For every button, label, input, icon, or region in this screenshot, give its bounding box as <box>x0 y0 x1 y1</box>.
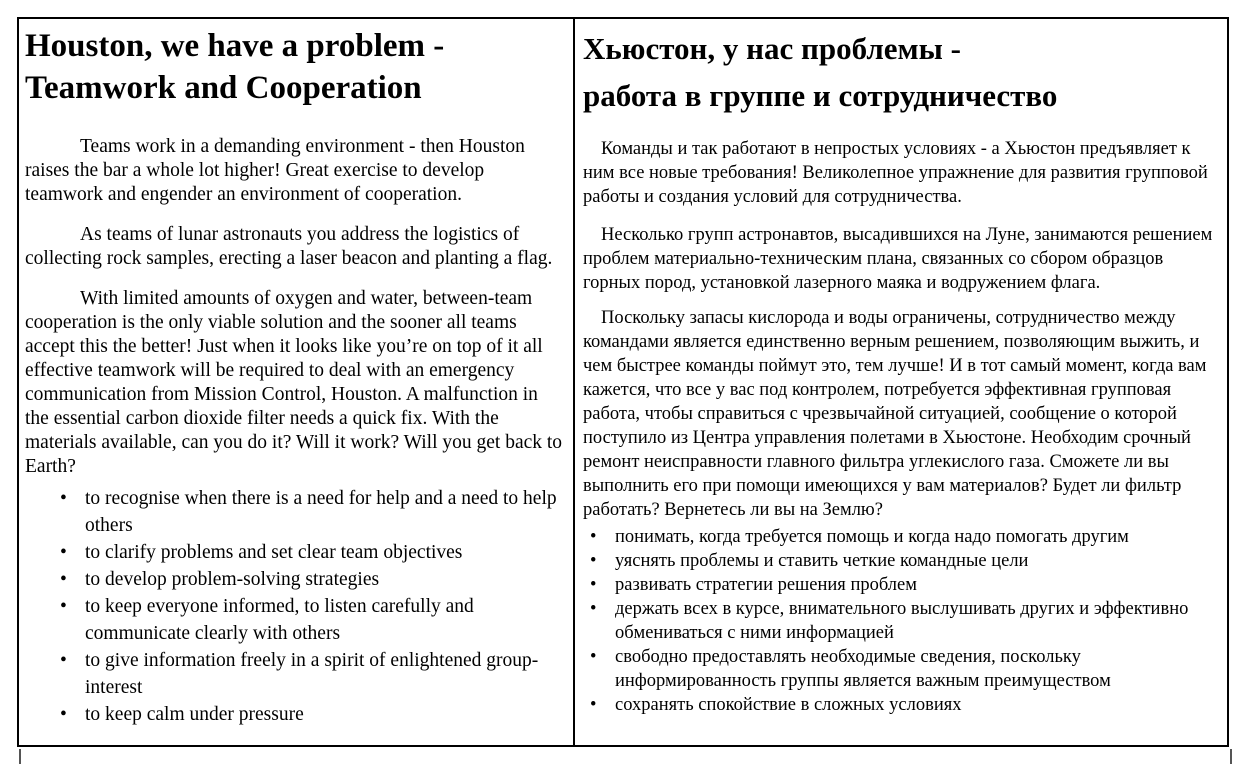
list-item <box>590 645 1223 693</box>
list-item <box>60 566 563 593</box>
english-paragraph-2: As teams of lunar astronauts you address the logistics of collecting rock samples, erecting a laser beacon and planting a flag. <box>25 224 553 269</box>
list-item <box>590 549 1223 573</box>
list-item-text: развивать стратегии решения проблем <box>615 575 917 595</box>
list-item <box>590 573 1223 597</box>
list-item-text: to give information freely in a spirit of enlightened group-interest <box>85 650 539 698</box>
list-item-text: to clarify problems and set clear team objectives <box>85 542 463 563</box>
english-paragraph-3: With limited amounts of oxygen and water, between-team cooperation is the only viable solution and the sooner all teams accept this the better! Just when it looks like you’re on top of it all effective teamwork will be required to deal with an emergency communication from Mission Control, Houston. A malfunction in the essential carbon dioxide filter needs a quick fix. With the materials available, can you do it? Will it work? Will you get back to Earth? <box>25 288 563 477</box>
russian-paragraph-3: Поскольку запасы кислорода и воды ограничены, сотрудничество между командами является единственно верным решением, позволяющим выжить, и чем быстрее команды поймут это, тем лучше! И в тот самый момент, когда вам кажется, что все у вас под контролем, потребуется эффективная групповая работа, чтобы справиться с чрезвычайной ситуацией, сообщение о которой поступило из Центра управления полетами в Хьюстоне. Необходим срочный ремонт неисправности главного фильтра углекислого газа. Сможете ли вы выполнить его при помощи имеющихся у вам материалов? Будет ли фильтр работать? Вернетесь ли вы на Землю? <box>583 308 1207 520</box>
list-item-text: понимать, когда требуется помощь и когда надо помогать другим <box>615 527 1129 547</box>
list-item <box>60 593 563 647</box>
bullet-icon: • <box>60 704 67 725</box>
list-item <box>60 539 563 566</box>
bullet-icon: • <box>590 695 597 715</box>
bullet-icon: • <box>590 599 597 619</box>
russian-title-line-2: работа в группе и сотрудничество <box>583 78 1058 113</box>
bullet-icon: • <box>590 647 597 667</box>
bullet-icon: • <box>60 650 67 671</box>
russian-title <box>583 25 1223 119</box>
bullet-icon: • <box>60 569 67 590</box>
bullet-icon: • <box>590 551 597 571</box>
russian-title-line-1: Хьюстон, у нас проблемы - <box>583 31 961 66</box>
list-item <box>60 701 563 728</box>
english-title <box>25 25 563 109</box>
bullet-icon: • <box>590 575 597 595</box>
list-item-text: to keep calm under pressure <box>85 704 304 725</box>
next-table-row-partial <box>19 749 1232 764</box>
list-item-text: to develop problem-solving strategies <box>85 569 380 590</box>
bullet-icon: • <box>60 542 67 563</box>
bullet-icon: • <box>590 527 597 547</box>
russian-paragraph-1: Команды и так работают в непростых условиях - а Хьюстон предъявляет к ним все новые требования! Великолепное упражнение для развития групповой работы и создания условий для сотрудничества. <box>583 139 1208 207</box>
list-item-text: свободно предоставлять необходимые сведения, поскольку информированность группы является важным преимуществом <box>615 647 1111 691</box>
english-bullet-list <box>25 485 563 728</box>
bullet-icon: • <box>60 596 67 617</box>
russian-bullet-list <box>583 525 1223 717</box>
list-item <box>590 525 1223 549</box>
list-item <box>590 597 1223 645</box>
english-title-line-1: Houston, we have a problem - <box>25 28 445 64</box>
translation-table <box>17 17 1229 747</box>
list-item-text: сохранять спокойствие в сложных условиях <box>615 695 962 715</box>
list-item <box>60 647 563 701</box>
list-item <box>60 485 563 539</box>
list-item-text: уяснять проблемы и ставить четкие командные цели <box>615 551 1029 571</box>
english-paragraph-1: Teams work in a demanding environment - then Houston raises the bar a whole lot higher! Great exercise to develop teamwork and engender an environment of cooperation. <box>25 136 525 205</box>
list-item-text: to recognise when there is a need for help and a need to help others <box>85 488 557 536</box>
russian-paragraph-2: Несколько групп астронавтов, высадившихся на Луне, занимаются решением проблем материально-техническим плана, связанных со сбором образцов горных пород, установкой лазерного маяка и водружением флага. <box>583 225 1213 293</box>
list-item-text: to keep everyone informed, to listen carefully and communicate clearly with others <box>85 596 474 644</box>
english-column <box>19 19 575 745</box>
bullet-icon: • <box>60 488 67 509</box>
list-item <box>590 693 1223 717</box>
list-item-text: держать всех в курсе, внимательного выслушивать других и эффективно обмениваться с ними информацией <box>615 599 1189 643</box>
russian-column <box>575 19 1227 745</box>
english-title-line-2: Teamwork and Cooperation <box>25 70 422 106</box>
